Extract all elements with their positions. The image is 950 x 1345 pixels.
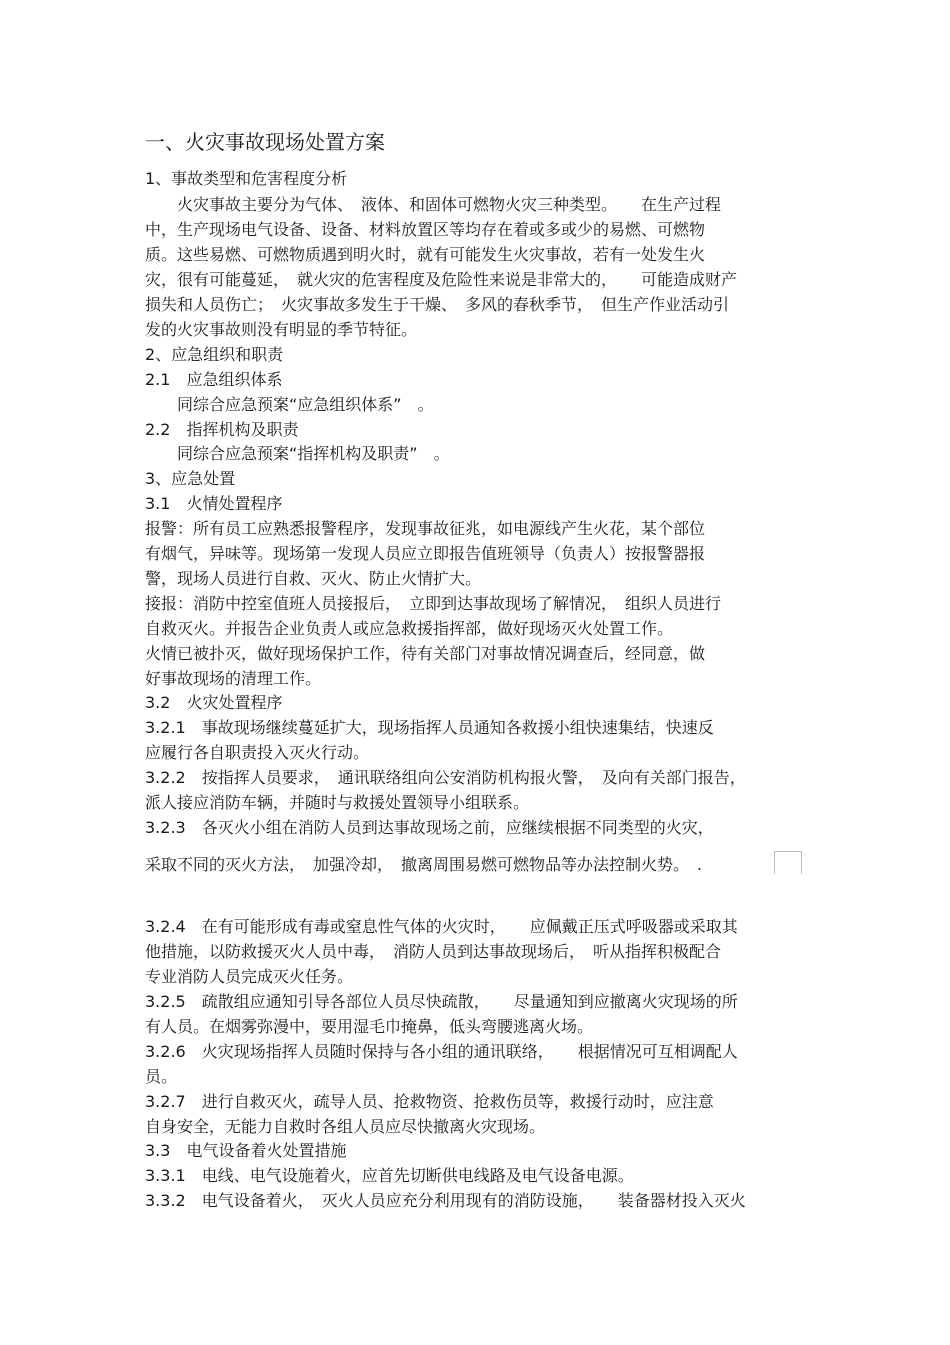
paragraph-line: 发的火灾事故则没有明显的季节特征。: [145, 320, 418, 339]
paragraph-line: 好事故现场的清理工作。: [145, 669, 322, 688]
paragraph-line: 3.2.3 各灭火小组在消防人员到达事故现场之前，应继续根据不同类型的火灾，: [145, 818, 714, 837]
paragraph-line: 派人接应消防车辆，并随时与救援处置领导小组联系。: [145, 793, 530, 812]
paragraph-line: 3.3.2 电气设备着火， 灭火人员应充分利用现有的消防设施， 装备器材投入灭火: [145, 1191, 746, 1210]
section-heading: 2、应急组织和职责: [145, 345, 284, 364]
paragraph-line: 应履行各自职责投入灭火行动。: [145, 743, 370, 762]
paragraph-line: 3.2.7 进行自救灭火，疏导人员、抢救物资、抢救伤员等，救援行动时，应注意: [145, 1092, 714, 1111]
paragraph-line: 质。这些易燃、可燃物质遇到明火时，就有可能发生火灾事故，若有一处发生火: [145, 245, 706, 264]
page-title: 一、火灾事故现场处置方案: [145, 130, 385, 154]
paragraph-line: 3.2.5 疏散组应通知引导各部位人员尽快疏散， 尽量通知到应撤离火灾现场的所: [145, 992, 738, 1011]
subsection-heading: 3.2 火灾处置程序: [145, 693, 283, 712]
paragraph-line: 3.3.1 电线、电气设施着火，应首先切断供电线路及电气设备电源。: [145, 1166, 634, 1185]
paragraph-line: 接报：消防中控室值班人员接报后， 立即到达事故现场了解情况， 组织人员进行: [145, 594, 722, 613]
paragraph-line: 灾，很有可能蔓延， 就火灾的危害程度及危险性来说是非常大的， 可能造成财产: [145, 270, 738, 289]
paragraph-line: 专业消防人员完成灭火任务。: [145, 967, 354, 986]
subsection-heading: 2.1 应急组织体系: [145, 370, 283, 389]
paragraph-line: 自身安全，无能力自救时各组人员应尽快撤离火灾现场。: [145, 1117, 546, 1136]
paragraph-line: 同综合应急预案“应急组织体系” 。: [145, 395, 434, 414]
paragraph-line: 他措施，以防救援灭火人员中毒， 消防人员到达事故现场后， 听从指挥积极配合: [145, 942, 722, 961]
subsection-heading: 2.2 指挥机构及职责: [145, 420, 299, 439]
paragraph-line: 自救灭火。并报告企业负责人或应急救援指挥部，做好现场灭火处置工作。: [145, 619, 674, 638]
paragraph-line: 火情已被扑灭，做好现场保护工作，待有关部门对事故情况调查后，经同意，做: [145, 644, 706, 663]
paragraph-line: 3.2.2 按指挥人员要求， 通讯联络组向公安消防机构报火警， 及向有关部门报告，: [145, 768, 746, 787]
paragraph-line: 火灾事故主要分为气体、 液体、和固体可燃物火灾三种类型。 在生产过程: [145, 195, 722, 214]
paragraph-line: 3.2.4 在有可能形成有毒或窒息性气体的火灾时， 应佩戴正压式呼吸器或采取其: [145, 917, 738, 936]
paragraph-line: 员。: [145, 1067, 178, 1086]
paragraph-line: 采取不同的灭火方法， 加强冷却， 撤离周围易燃可燃物品等办法控制火势。 .: [145, 855, 703, 874]
paragraph-line: 中，生产现场电气设备、设备、材料放置区等均存在着或多或少的易燃、可燃物: [145, 220, 706, 239]
paragraph-line: 有烟气，异味等。现场第一发现人员应立即报告值班领导（负责人）按报警器报: [145, 544, 706, 563]
paragraph-line: 3.2.6 火灾现场指挥人员随时保持与各小组的通讯联络， 根据情况可互相调配人: [145, 1042, 738, 1061]
paragraph-line: 警，现场人员进行自救、灭火、防止火情扩大。: [145, 569, 482, 588]
section-heading: 3、应急处置: [145, 469, 236, 488]
paragraph-line: 报警：所有员工应熟悉报警程序，发现事故征兆，如电源线产生火花，某个部位: [145, 519, 706, 538]
paragraph-line: 同综合应急预案“指挥机构及职责” 。: [145, 444, 450, 463]
section-heading: 1、事故类型和危害程度分析: [145, 169, 348, 188]
paragraph-line: 损失和人员伤亡； 火灾事故多发生于干燥、 多风的春秋季节， 但生产作业活动引: [145, 295, 730, 314]
page-corner-mark: [774, 851, 802, 874]
paragraph-line: 3.2.1 事故现场继续蔓延扩大，现场指挥人员通知各救援小组快速集结，快速反: [145, 718, 714, 737]
paragraph-line: 有人员。在烟雾弥漫中，要用湿毛巾掩鼻，低头弯腰逃离火场。: [145, 1017, 594, 1036]
subsection-heading: 3.3 电气设备着火处置措施: [145, 1141, 347, 1160]
subsection-heading: 3.1 火情处置程序: [145, 494, 283, 513]
